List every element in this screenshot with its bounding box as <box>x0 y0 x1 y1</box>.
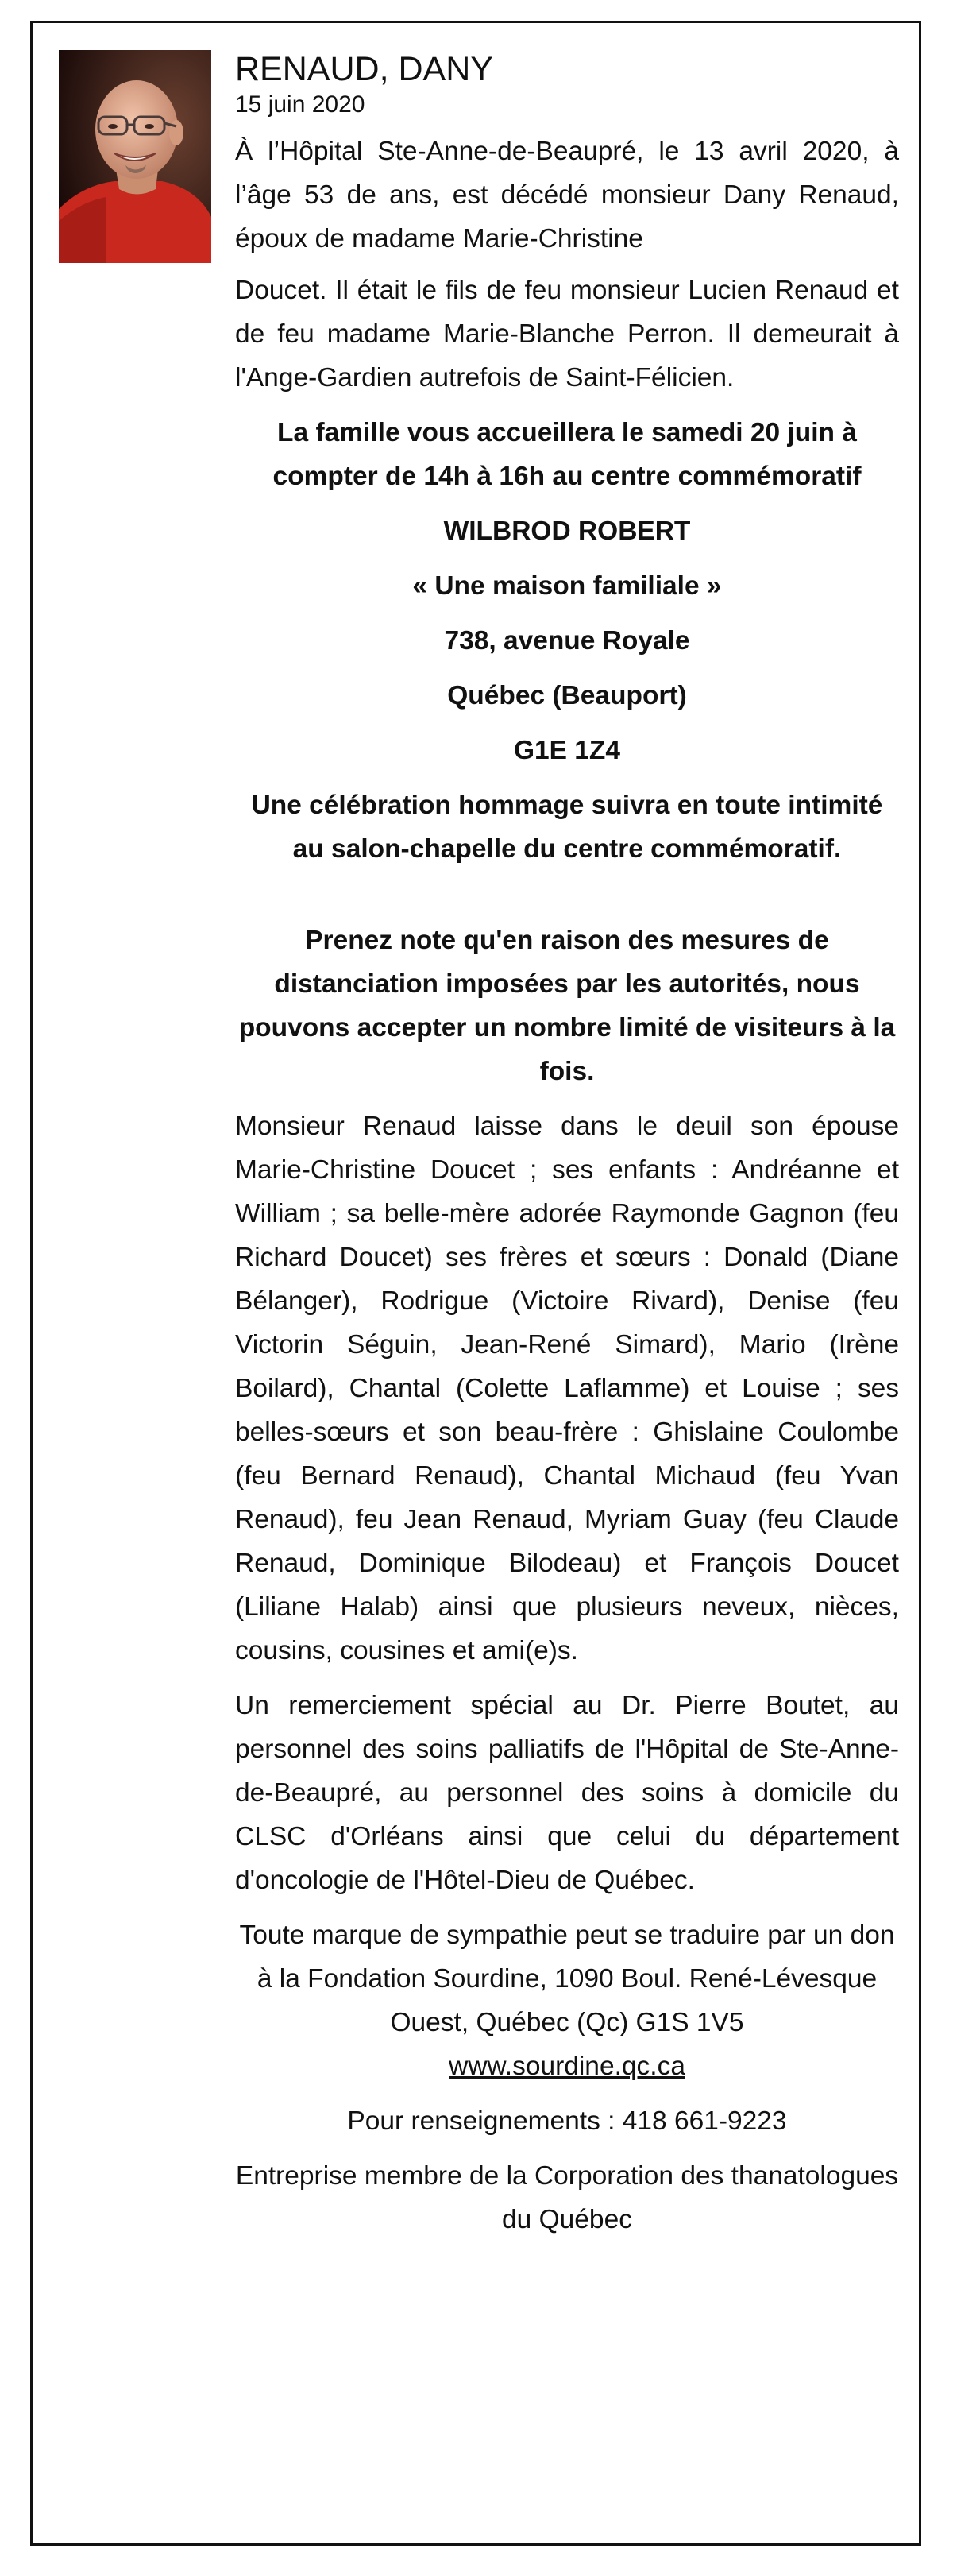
contact-info: Pour renseignements : 418 661-9223 <box>347 2106 787 2136</box>
spacer <box>235 717 899 729</box>
venue-city: Québec (Beauport) <box>447 681 687 710</box>
donation-website-line <box>235 2044 899 2088</box>
spacer <box>235 1673 899 1684</box>
spacer <box>235 608 899 619</box>
celebration-notice: Une célébration hommage suivra en toute intimité au salon-chapelle du centre commémoratif. <box>251 791 883 864</box>
portrait-illustration <box>59 50 211 263</box>
obituary-content <box>235 48 899 2241</box>
distancing-notice: Prenez note qu'en raison des mesures de distanciation imposées par les autorités, nous pouvons accepter un nombre limité de visiteurs à la fois. <box>238 926 896 1086</box>
publication-date: 15 juin 2020 <box>235 91 365 118</box>
venue-postal-code: G1E 1Z4 <box>513 736 621 765</box>
thanks-paragraph: Un remerciement spécial au Dr. Pierre Boutet, au personnel des soins palliatifs de l'Hôpital de Ste-Anne-de-Beaupré, au personnel des soins à domicile du CLSC d'Orléans ainsi que celui du département d'oncologie de l'Hôtel-Dieu de Québec. <box>235 1691 899 1895</box>
venue-street: 738, avenue Royale <box>444 626 690 656</box>
spacer <box>235 2088 899 2099</box>
spacer <box>235 400 899 411</box>
survivors-paragraph: Monsieur Renaud laisse dans le deuil son épouse Marie-Christine Doucet ; ses enfants : Andréanne et William ; sa belle-mère adorée Raymonde Gagnon (feu Richard Doucet) ses frères et sœurs : Donald (Diane Bélanger), Rodrigue (Victoire Rivard), Denise (feu Victorin Séguin, Jean-René Simard), Mario (Irène Boilard), Chantal (Colette Laflamme) et Louise ; ses belles-sœurs et son beau-frère : Ghislaine Coulombe (feu Bernard Renaud), Chantal Michaud (feu Yvan Renaud), feu Jean Renaud, Myriam Guay (feu Claude Renaud, Dominique Bilodeau) et François Doucet (Liliane Halab) ainsi que plusieurs neveux, nièces, cousins, cousines et ami(e)s. <box>235 1112 899 1665</box>
obituary-frame <box>30 21 921 2546</box>
spacer <box>235 1902 899 1913</box>
spacer <box>235 1093 899 1104</box>
donation-website-link[interactable]: www.sourdine.qc.ca <box>449 2052 685 2081</box>
venue-name: WILBROD ROBERT <box>443 516 691 546</box>
spacer <box>235 871 899 919</box>
spacer <box>235 772 899 783</box>
visitation-notice: La famille vous accueillera le samedi 20 juin à compter de 14h à 16h au centre commémoratif <box>272 418 862 491</box>
parents-paragraph: Doucet. Il était le fils de feu monsieur Lucien Renaud et de feu madame Marie-Blanche Perron. Il demeurait à l'Ange-Gardien autrefois de Saint-Félicien. <box>235 276 899 393</box>
portrait-photo <box>59 50 211 263</box>
spacer <box>235 663 899 674</box>
membership-statement: Entreprise membre de la Corporation des thanatologues du Québec <box>235 2161 899 2234</box>
intro-paragraph: À l’Hôpital Ste-Anne-de-Beaupré, le 13 avril 2020, à l’âge 53 de ans, est décédé monsieur Dany Renaud, époux de madame Marie-Christine <box>235 137 899 253</box>
venue-tagline: « Une maison familiale » <box>412 571 722 601</box>
spacer <box>235 261 899 269</box>
deceased-name: RENAUD, DANY <box>235 50 493 88</box>
spacer <box>235 553 899 564</box>
spacer <box>235 2143 899 2154</box>
spacer <box>235 498 899 509</box>
donation-info: Toute marque de sympathie peut se traduire par un don à la Fondation Sourdine, 1090 Boul. René-Lévesque Ouest, Québec (Qc) G1S 1V5 <box>239 1920 895 2037</box>
